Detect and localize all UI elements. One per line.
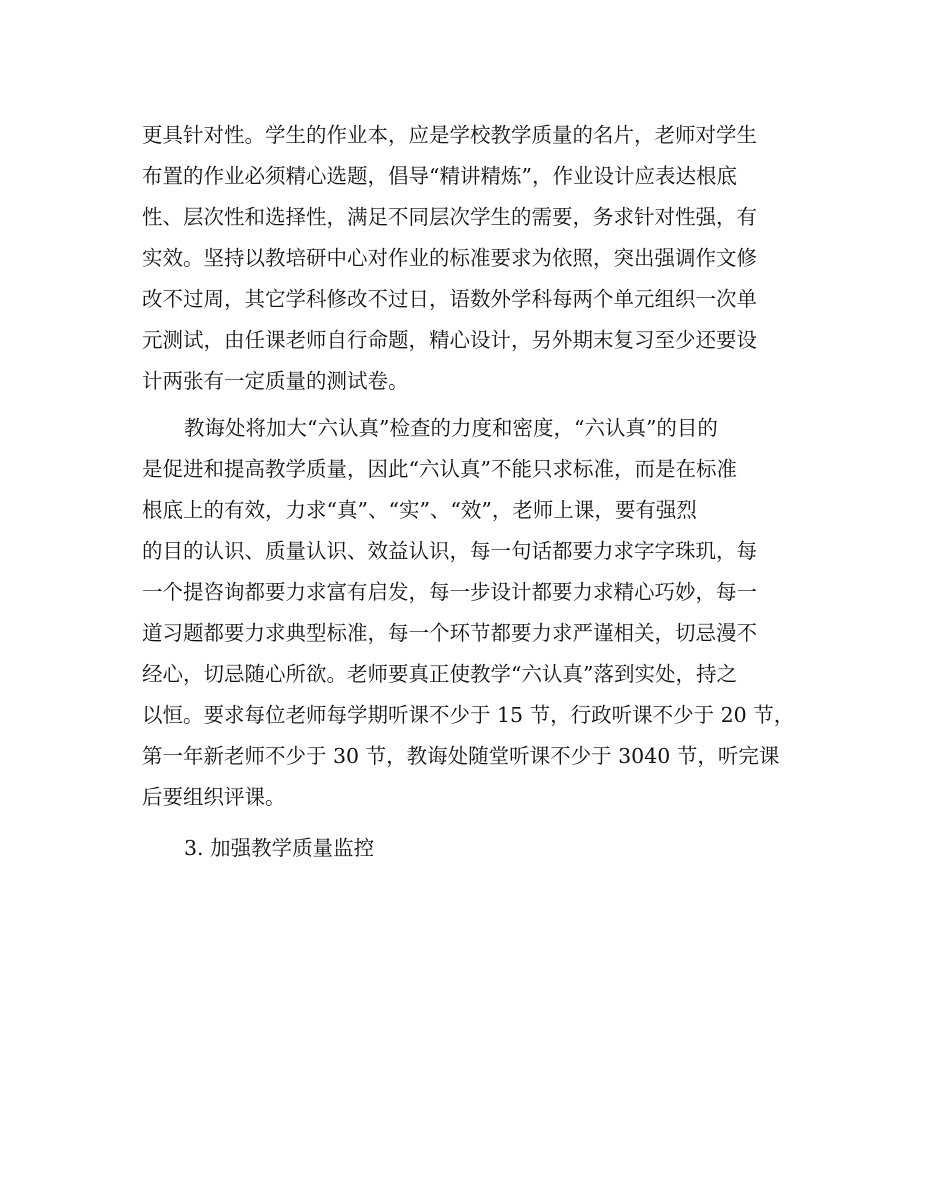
text-line: 改不过周，其它学科修改不过日，语数外学科每两个单元组织一次单: [142, 287, 757, 311]
text-line: 更具针对性。学生的作业本，应是学校教学质量的名片，老师对学生: [142, 123, 757, 147]
text-line: 第一年新老师不少于 30 节，教诲处随堂听课不少于 3040 节，听完课: [142, 744, 780, 768]
section-heading-text: 3. 加强教学质量监控: [184, 836, 375, 860]
text-line: 后要组织评课。: [142, 785, 286, 809]
text-line: 计两张有一定质量的测试卷。: [142, 369, 409, 393]
text-line: 实效。坚持以教培研中心对作业的标准要求为依照，突出强调作文修: [142, 246, 757, 270]
text-line: 的目的认识、质量认识、效益认识，每一句话都要力求字字珠玑，每: [142, 539, 757, 563]
text-line: 元测试，由任课老师自行命题，精心设计，另外期末复习至少还要设: [142, 328, 757, 352]
text-line: 布置的作业必须精心选题，倡导“精讲精炼”，作业设计应表达根底: [142, 164, 737, 188]
paragraph-six-seriousness: [142, 408, 802, 818]
text-line-first: 教诲处将加大“六认真”检查的力度和密度，“六认真”的目的: [184, 416, 718, 440]
paragraph-homework: [142, 115, 802, 402]
document-body: [142, 115, 802, 869]
text-line: 以恒。要求每位老师每学期听课不少于 15 节，行政听课不少于 20 节，: [142, 703, 795, 727]
text-line: 是促进和提高教学质量，因此“六认真”不能只求标准，而是在标准: [142, 457, 737, 481]
text-line: 道习题都要力求典型标准，每一个环节都要力求严谨相关，切忌漫不: [142, 621, 757, 645]
text-line: 性、层次性和选择性，满足不同层次学生的需要，务求针对性强，有: [142, 205, 757, 229]
section-heading-3: [142, 828, 802, 869]
text-line: 根底上的有效，力求“真”、“实”、“效”，老师上课，要有强烈: [142, 498, 697, 522]
text-line: 一个提咨询都要力求富有启发，每一步设计都要力求精心巧妙，每一: [142, 580, 757, 604]
text-line: 经心，切忌随心所欲。老师要真正使教学“六认真”落到实处，持之: [142, 662, 737, 686]
